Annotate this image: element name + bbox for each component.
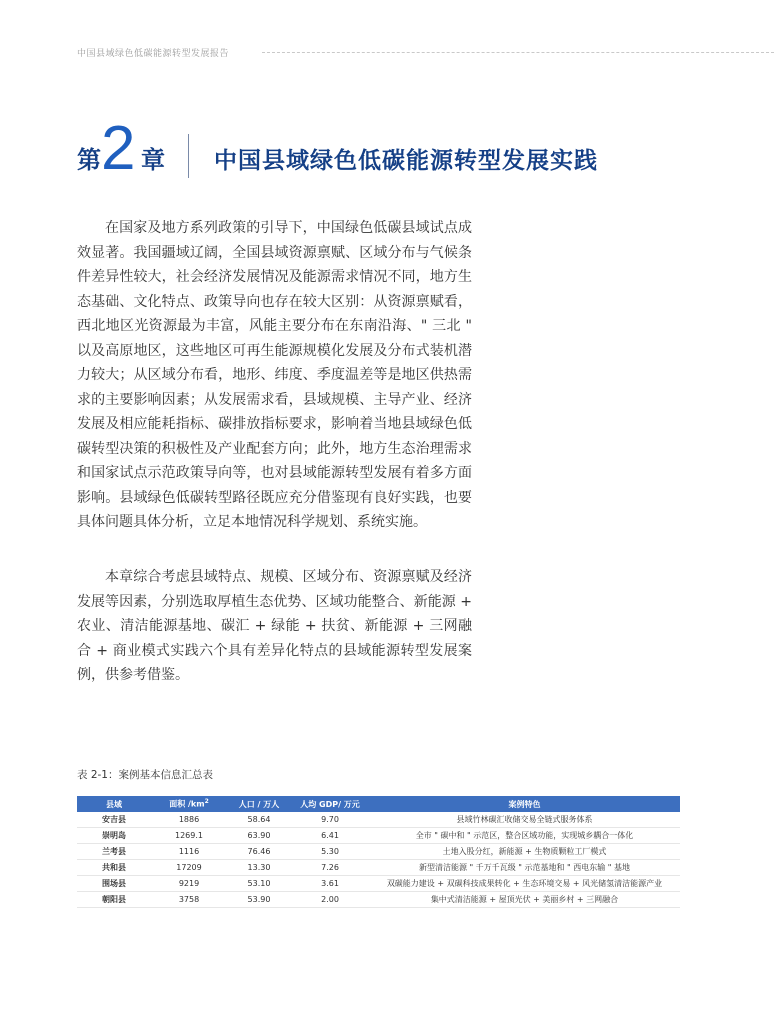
- cell-feature: 新型清洁能源 " 千万千瓦级 " 示范基地和 " 西电东输 " 基地: [369, 860, 680, 876]
- cell-population: 76.46: [227, 844, 291, 860]
- cell-feature: 双碳能力建设 + 双碳科技成果转化 + 生态环境交易 + 风光储氢清洁能源产业: [369, 876, 680, 892]
- running-header: 中国县域绿色低碳能源转型发展报告: [77, 49, 230, 59]
- cell-population: 53.90: [227, 892, 291, 908]
- cell-population: 58.64: [227, 812, 291, 828]
- header-gdp: 人均 GDP/ 万元: [291, 796, 369, 812]
- chapter-divider: [188, 134, 189, 178]
- header-feature: 案例特色: [369, 796, 680, 812]
- cell-county: 朝阳县: [77, 892, 151, 908]
- chapter-number: 2: [101, 114, 136, 183]
- header-county: 县域: [77, 796, 151, 812]
- cell-county: 围场县: [77, 876, 151, 892]
- cell-area: 9219: [151, 876, 227, 892]
- body-paragraph-1: 在国家及地方系列政策的引导下，中国绿色低碳县域试点成效显著。我国疆域辽阔，全国县域资源禀赋、区域分布与气候条件差异性较大，社会经济发展情况及能源需求情况不同，地方生态基础、文化特点、政策导向也存在较大区别：从资源禀赋看，西北地区光资源最为丰富，风能主要分布在东南沿海、" 三北 " 以及高原地区，这些地区可再生能源规模化发展及分布式装机潜力较大；从区域分布看，地形、纬度、季度温差等是地区供热需求的主要影响因素；从发展需求看，县域规模、主导产业、经济发展及相应能耗指标、碳排放指标要求，影响着当地县域绿色低碳转型决策的积极性及产业配套方向；此外，地方生态治理需求和国家试点示范政策导向等，也对县域能源转型发展有着多方面影响。县域绿色低碳转型路径既应充分借鉴现有良好实践，也要具体问题具体分析，立足本地情况科学规划、系统实施。: [77, 220, 472, 530]
- cell-area: 1886: [151, 812, 227, 828]
- chapter-prefix: 第: [77, 146, 101, 174]
- cell-county: 共和县: [77, 860, 151, 876]
- cell-area: 1116: [151, 844, 227, 860]
- table-caption: 表 2-1：案例基本信息汇总表: [77, 769, 213, 781]
- cell-gdp: 9.70: [291, 812, 369, 828]
- cell-gdp: 6.41: [291, 828, 369, 844]
- header-divider: [262, 52, 774, 53]
- cell-gdp: 3.61: [291, 876, 369, 892]
- cell-area: 3758: [151, 892, 227, 908]
- cell-gdp: 7.26: [291, 860, 369, 876]
- case-summary-table: [77, 796, 680, 908]
- table-row: [77, 844, 680, 860]
- header-population: 人口 / 万人: [227, 796, 291, 812]
- cell-population: 53.10: [227, 876, 291, 892]
- cell-area: 1269.1: [151, 828, 227, 844]
- cell-feature: 土地入股分红，新能源 + 生物质颗粒工厂模式: [369, 844, 680, 860]
- chapter-title: 中国县域绿色低碳能源转型发展实践: [214, 148, 598, 174]
- cell-population: 13.30: [227, 860, 291, 876]
- cell-county: 安吉县: [77, 812, 151, 828]
- table-row: [77, 876, 680, 892]
- cell-feature: 县域竹林碳汇收储交易全链式服务体系: [369, 812, 680, 828]
- cell-population: 63.90: [227, 828, 291, 844]
- cell-feature: 集中式清洁能源 + 屋顶光伏 + 美丽乡村 + 三网融合: [369, 892, 680, 908]
- table-row: [77, 892, 680, 908]
- cell-county: 兰考县: [77, 844, 151, 860]
- table-row: [77, 812, 680, 828]
- table-row: [77, 828, 680, 844]
- cell-gdp: 5.30: [291, 844, 369, 860]
- table-row: [77, 860, 680, 876]
- body-paragraph-2: 本章综合考虑县域特点、规模、区域分布、资源禀赋及经济发展等因素，分别选取厚植生态优势、区域功能整合、新能源 + 农业、清洁能源基地、碳汇 + 绿能 + 扶贫、新能源 + 三网融合 + 商业模式实践六个具有差异化特点的县域能源转型发展案例，供参考借鉴。: [77, 569, 472, 683]
- cell-gdp: 2.00: [291, 892, 369, 908]
- chapter-suffix: 章: [141, 146, 165, 174]
- cell-feature: 全市 " 碳中和 " 示范区，整合区域功能，实现城乡耦合一体化: [369, 828, 680, 844]
- table-header-row: [77, 796, 680, 812]
- header-area: 面积 $/km^2$: [151, 796, 227, 812]
- cell-area: 17209: [151, 860, 227, 876]
- cell-county: 崇明岛: [77, 828, 151, 844]
